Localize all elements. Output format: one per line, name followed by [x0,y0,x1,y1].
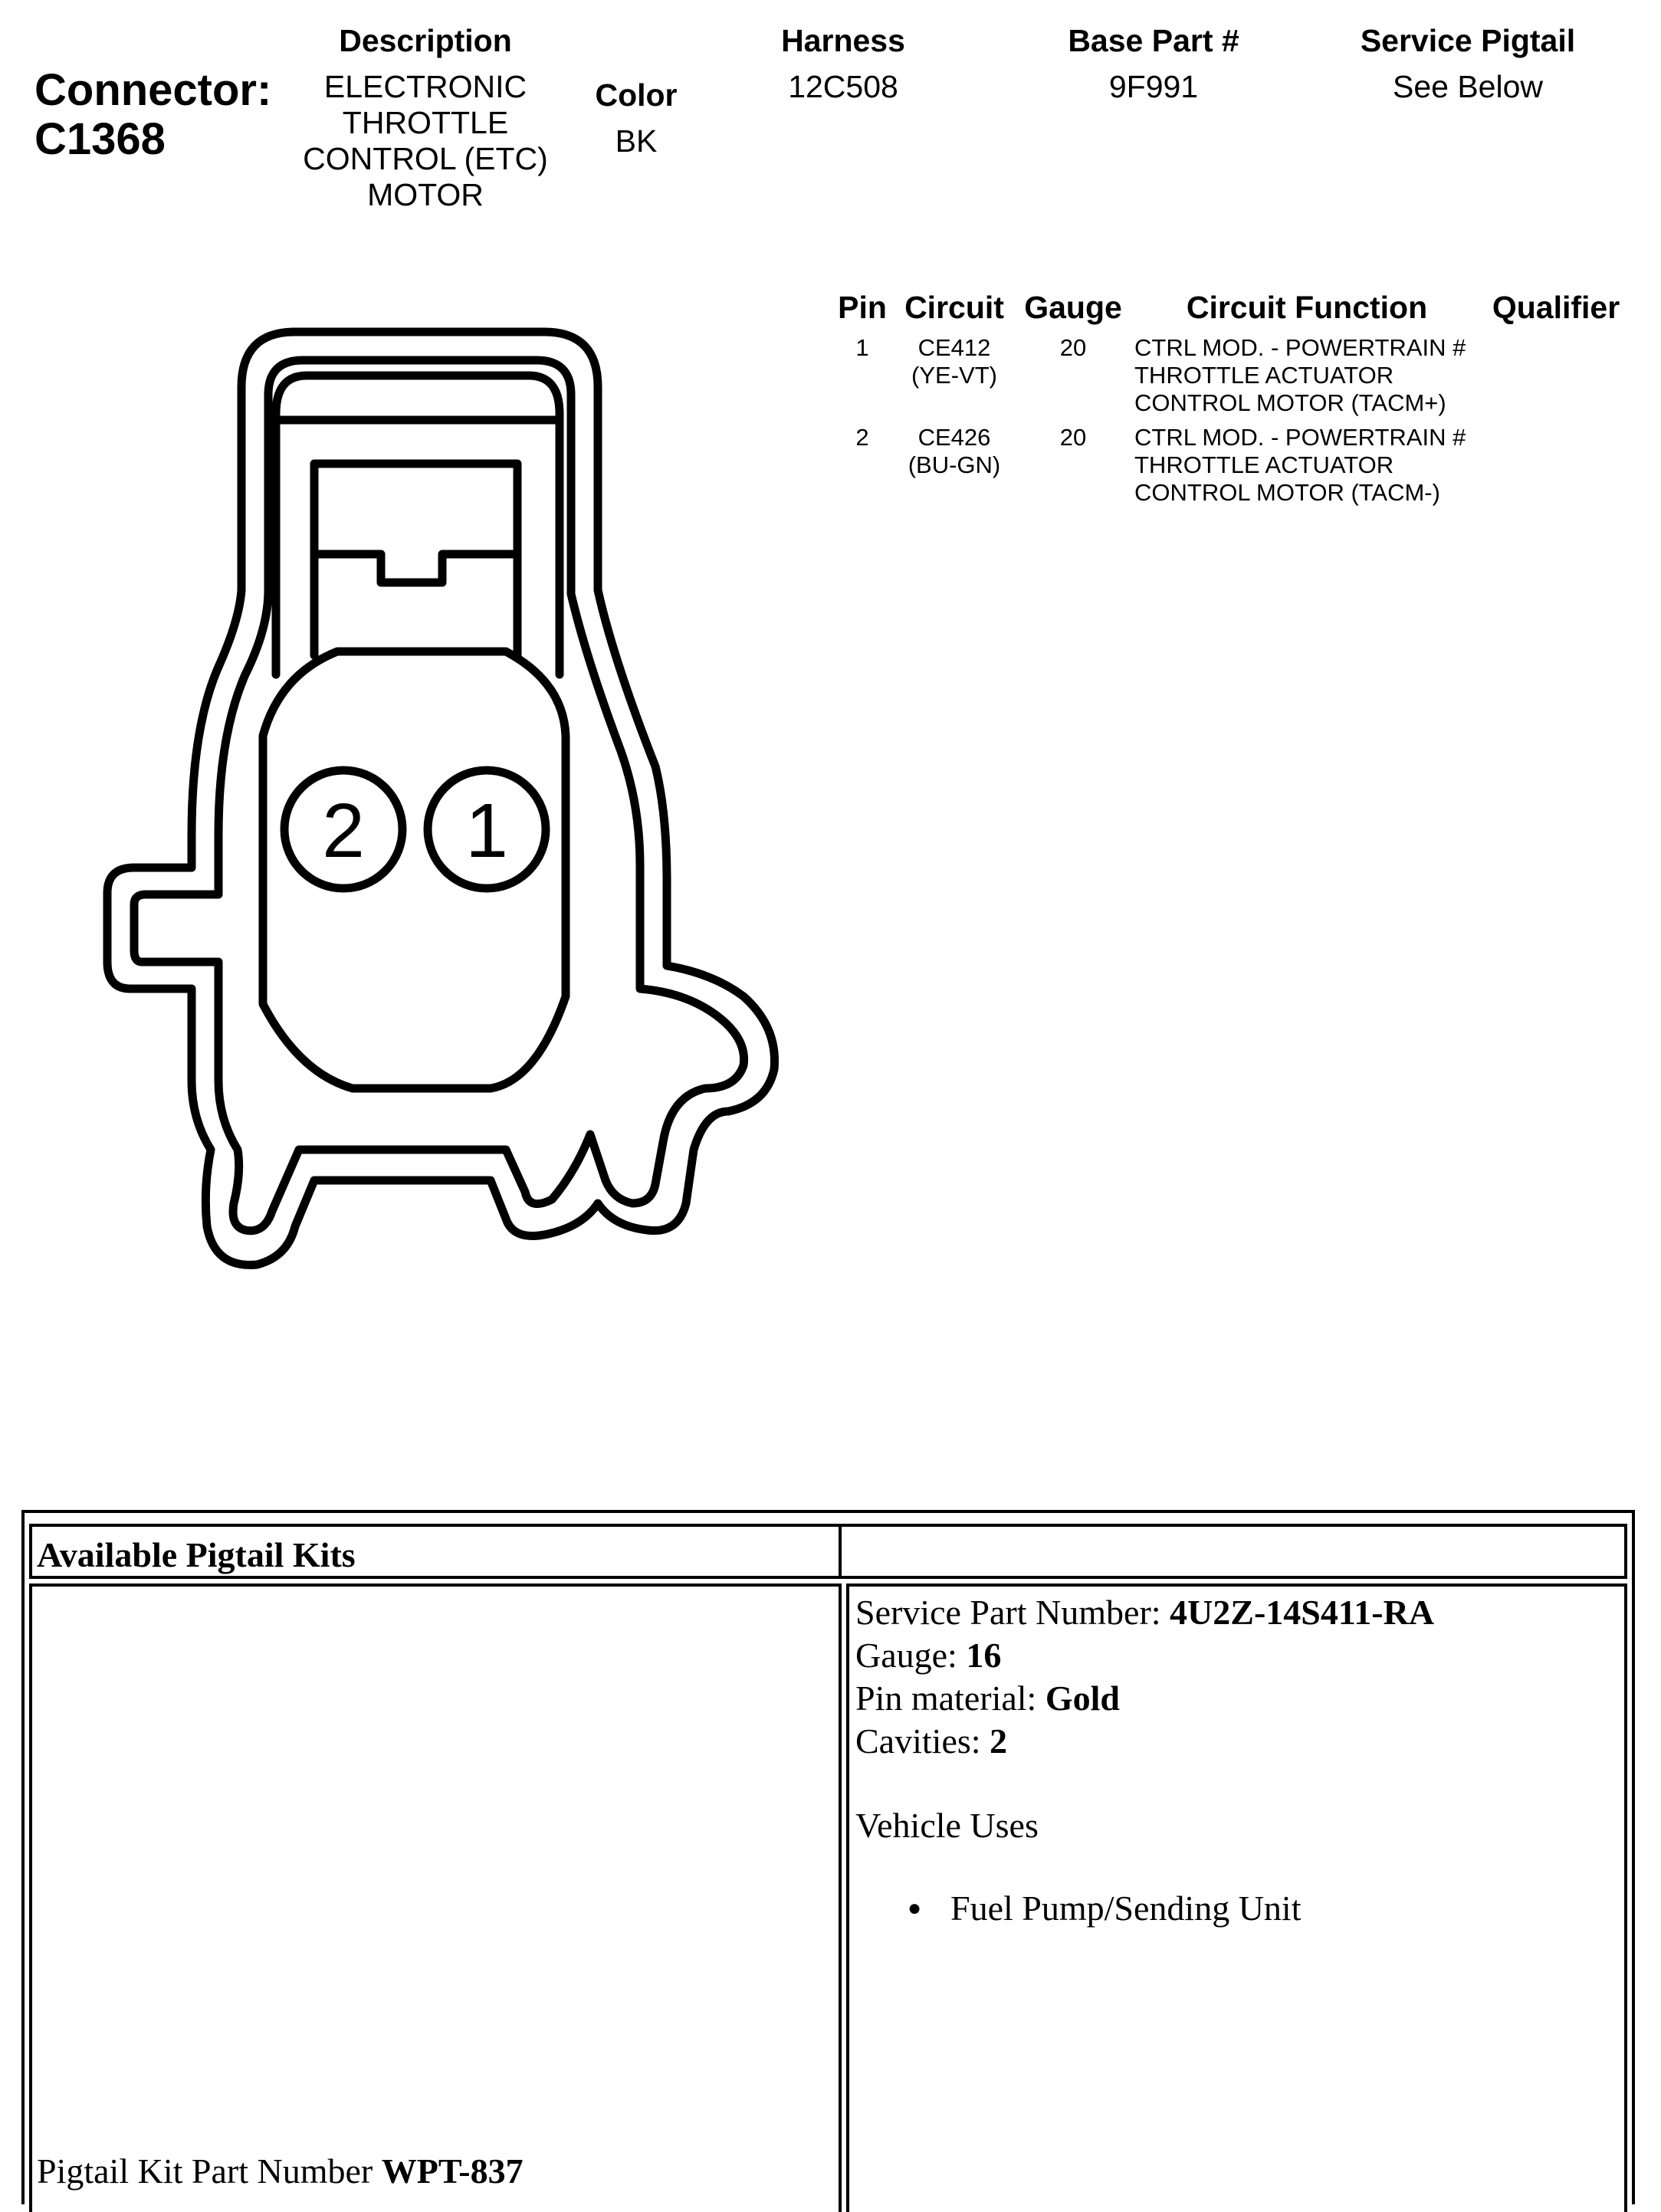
latch-notch [314,554,517,583]
color-header: Color [595,77,678,113]
base-part-value: 9F991 [1108,69,1199,104]
service-part-label: Service Part Number: [855,1593,1170,1632]
connector-diagram [0,291,843,1318]
pin-gauge: 20 [1059,334,1087,361]
pin-table-header-pin: Pin [838,290,887,325]
pin-function [1134,424,1479,507]
connector-label: Connector: [34,65,272,115]
description-header: Description [339,23,512,58]
pin-function-line: THROTTLE ACTUATOR [1134,362,1394,389]
description-line: ELECTRONIC [323,69,527,104]
kit-gauge-value: 16 [966,1636,1002,1675]
connector-id: C1368 [34,114,166,164]
pigtail-kits-title-cell [29,1524,842,1579]
pin-2-label: 2 [322,788,365,874]
pin-function-line: CTRL MOD. - POWERTRAIN # [1134,334,1466,361]
kit-cavities-value: 2 [990,1721,1008,1761]
pin-gauge: 20 [1059,424,1087,451]
pin-table-header-function: Circuit Function [1186,290,1428,325]
pigtail-kit-part-value: WPT-837 [381,2151,524,2191]
pigtail-kit-left-cell [29,1584,842,2212]
pin-circuit [897,424,1012,479]
pin-function-line: THROTTLE ACTUATOR [1134,451,1394,478]
vehicle-use-text: Fuel Pump/Sending Unit [950,1889,1302,1928]
harness-value: 12C508 [788,69,898,104]
kit-pin-material [855,1677,1434,1720]
pin-function-line: CONTROL MOTOR (TACM+) [1134,389,1446,416]
service-part-value: 4U2Z-14S411-RA [1170,1593,1435,1632]
vehicle-use-item [855,1887,1434,1930]
base-part-header: Base Part # [1068,23,1239,58]
pigtail-kit-part-number [37,2151,524,2191]
service-part-number [855,1591,1434,1634]
color-value: BK [615,123,658,159]
pin-cavity-body [263,651,566,1088]
pin-circuit-line: CE426 [917,424,991,451]
pin-function-line: CTRL MOD. - POWERTRAIN # [1134,424,1466,451]
pin-circuit-line: (BU-GN) [908,451,1001,478]
pin-circuit [897,334,1012,389]
description-line: CONTROL (ETC) [303,141,548,176]
pin-circuit-line: (YE-VT) [911,362,997,389]
pigtail-kit-part-label: Pigtail Kit Part Number [37,2151,382,2191]
pin-table-header-gauge: Gauge [1024,290,1122,325]
kit-cavities [855,1720,1434,1763]
vehicle-uses-label: Vehicle Uses [855,1806,1039,1845]
pin-function-line: CONTROL MOTOR (TACM-) [1134,479,1440,506]
description-line: THROTTLE [342,105,509,140]
pin-number: 1 [855,334,869,361]
pin-circuit-line: CE412 [917,334,991,361]
harness-header: Harness [781,23,905,58]
kit-pin-material-value: Gold [1045,1679,1120,1718]
kit-pin-material-label: Pin material: [855,1679,1046,1718]
pin-1-label: 1 [465,788,508,874]
pin-table-header-circuit: Circuit [904,290,1004,325]
service-pigtail-header: Service Pigtail [1360,23,1576,58]
service-pigtail-value: See Below [1392,69,1543,104]
pin-function [1134,334,1479,417]
pin-number: 2 [855,424,869,451]
description-value [291,69,560,213]
kit-gauge [855,1634,1434,1677]
kit-cavities-label: Cavities: [855,1721,990,1761]
pigtail-kit-right-cell [846,1584,1627,2212]
description-line: MOTOR [367,177,484,212]
bullet-icon: ● [908,1895,922,1921]
pigtail-kits-title-spacer [842,1524,1627,1579]
latch-tab [314,464,517,655]
kit-gauge-label: Gauge: [855,1636,967,1675]
service-part-details [855,1591,1434,1930]
pin-table-header-qualifier: Qualifier [1492,290,1620,325]
pigtail-kits-title: Available Pigtail Kits [37,1535,356,1574]
